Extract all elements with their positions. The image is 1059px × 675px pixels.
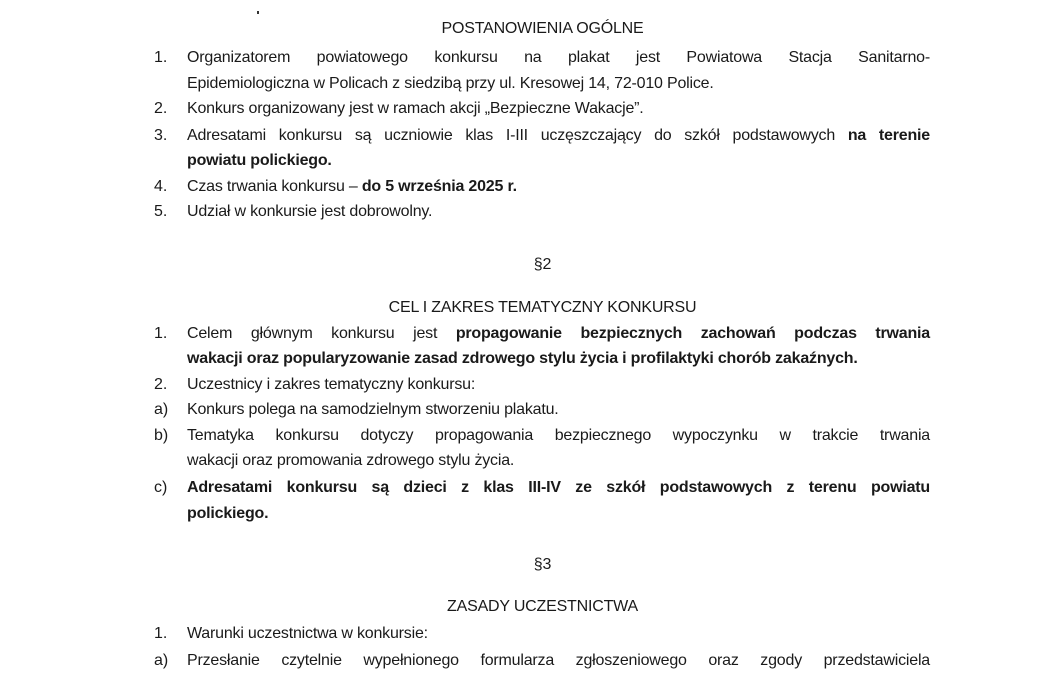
list-item-text: Konkurs organizowany jest w ramach akcji „Bezpieczne Wakacje”. [187, 100, 644, 117]
list-marker: 2. [154, 100, 168, 117]
list-item-text [187, 126, 930, 146]
sublist-marker: c) [154, 479, 168, 496]
list-item-text [187, 177, 930, 197]
list-item-text: Udział w konkursie jest dobrowolny. [187, 203, 433, 220]
sublist-item-text-bold: polickiego. [187, 505, 269, 522]
sublist-item-text: Przesłanie czytelnie wypełnionego formularza zgłoszeniowego oraz zgody przedstawiciela [187, 652, 930, 669]
sublist-marker: a) [154, 652, 169, 669]
section-heading-goals: CEL I ZAKRES TEMATYCZNY KONKURSU [388, 299, 697, 316]
sublist-item-text: Tematyka konkursu dotyczy propagowania bezpiecznego wypoczynku w trakcie trwania [187, 427, 930, 444]
sublist-item-text: wakacji oraz promowania zdrowego stylu życia. [187, 452, 515, 469]
list-item-text [187, 324, 930, 344]
list-marker: 1. [154, 625, 168, 642]
deadline-date: do 5 września 2025 r. [361, 178, 517, 195]
list-marker: 1. [154, 325, 168, 342]
section-heading-general-provisions: POSTANOWIENIA OGÓLNE [441, 20, 644, 37]
list-marker: 3. [154, 127, 168, 144]
text-normal: Czas trwania konkursu – [187, 178, 362, 195]
list-marker: 2. [154, 376, 168, 393]
list-marker: 5. [154, 203, 168, 220]
sublist-marker: a) [154, 401, 169, 418]
sublist-item-text: Konkurs polega na samodzielnym stworzeniu plakatu. [187, 401, 559, 418]
list-item-text: Epidemiologiczna w Policach z siedzibą przy ul. Kresowej 14, 72-010 Police. [187, 75, 714, 92]
section-heading-participation: ZASADY UCZESTNICTWA [447, 598, 638, 615]
paragraph-number: §3 [533, 556, 552, 573]
text-bold: na terenie [847, 127, 930, 144]
text-bold: propagowanie bezpiecznych zachowań podczas trwania [455, 325, 931, 342]
paragraph-number: §2 [533, 256, 552, 273]
list-item-text: Uczestnicy i zakres tematyczny konkursu: [187, 376, 476, 393]
list-marker: 4. [154, 178, 168, 195]
list-item-text-bold: wakacji oraz popularyzowanie zasad zdrowego stylu życia i profilaktyki chorób zakaźnych. [187, 350, 858, 367]
list-item-text: Warunki uczestnictwa w konkursie: [187, 625, 428, 642]
list-item-text-bold: powiatu polickiego. [187, 152, 332, 169]
text-normal: Adresatami konkursu są uczniowie klas I-III uczęszczający do szkół podstawowych [187, 127, 848, 144]
list-marker: 1. [154, 49, 168, 66]
list-item-text: Organizatorem powiatowego konkursu na plakat jest Powiatowa Stacja Sanitarno- [187, 49, 930, 66]
scan-speck [257, 11, 259, 14]
sublist-marker: b) [154, 427, 169, 444]
text-normal: Celem głównym konkursu jest [187, 325, 456, 342]
sublist-item-text-bold: Adresatami konkursu są dzieci z klas III-IV ze szkół podstawowych z terenu powiatu [187, 479, 930, 496]
